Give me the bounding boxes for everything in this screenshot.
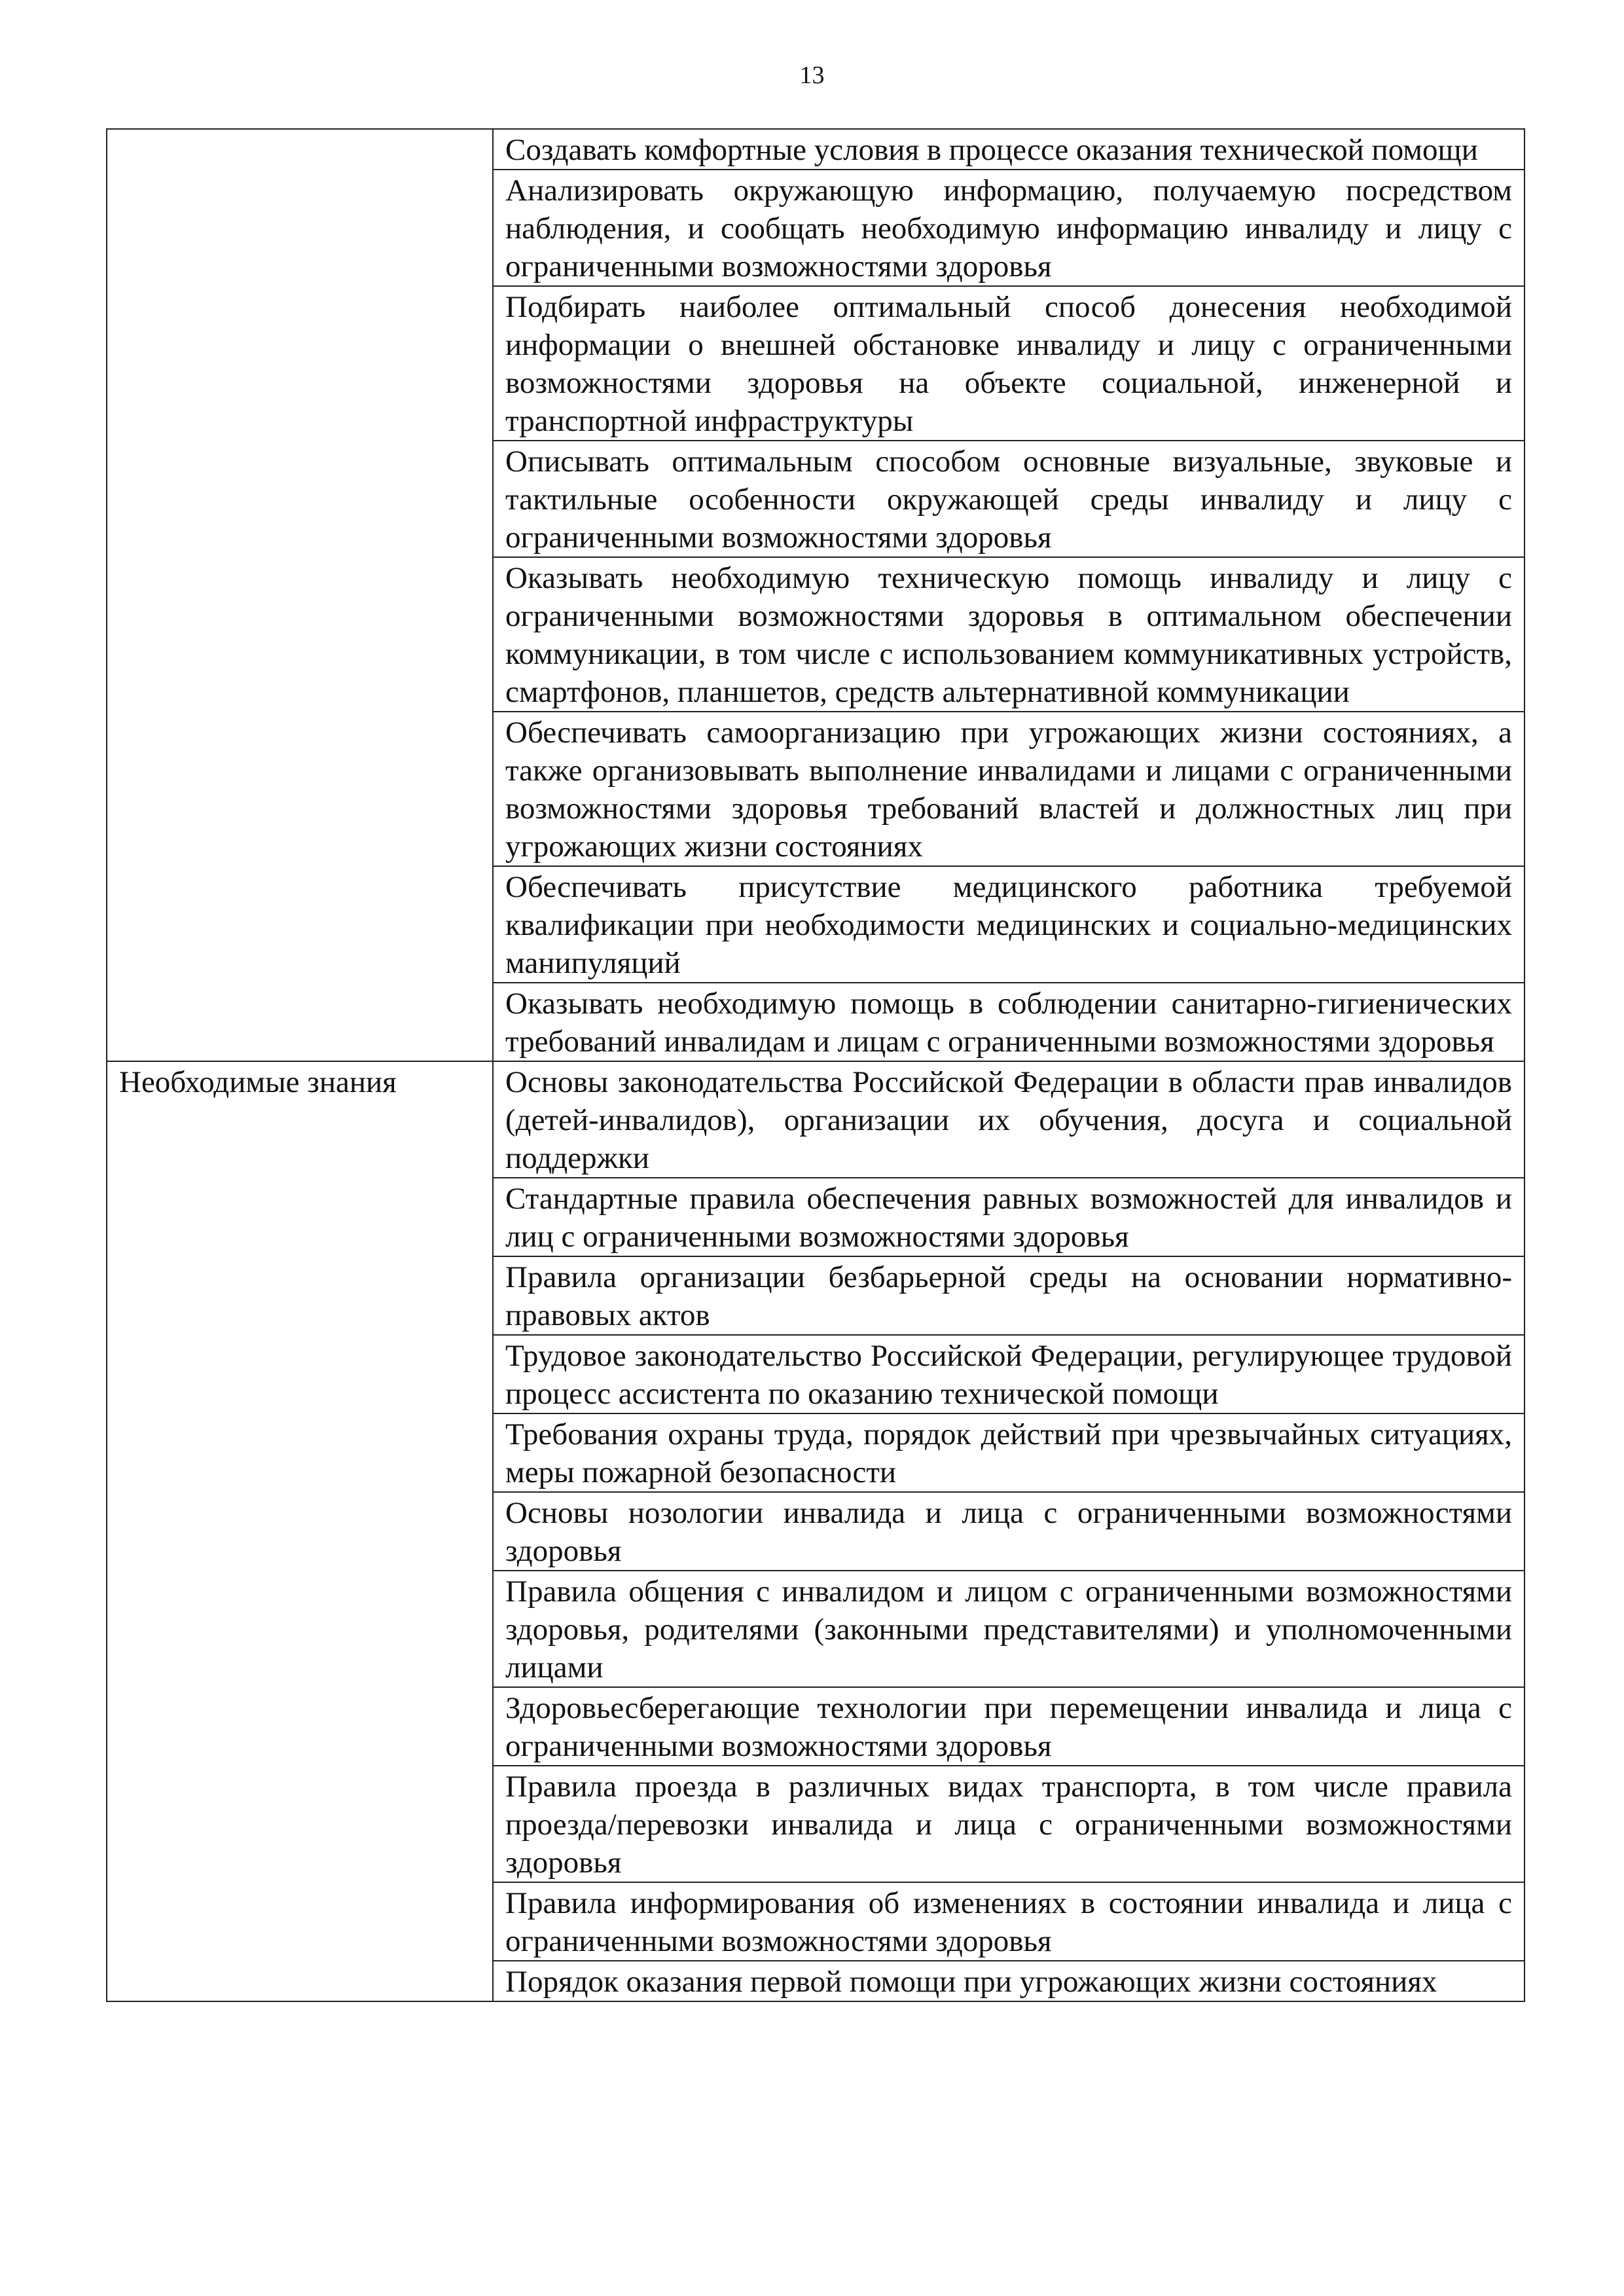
section-label-skills [107,129,493,1061]
knowledge-item: Трудовое законодательство Российской Федерации, регулирующее трудовой процесс ассистента по оказанию технической помощи [493,1335,1525,1413]
knowledge-item: Основы законодательства Российской Федерации в области прав инвалидов (детей-инвалидов), организации их обучения, досуга и социальной поддержки [493,1061,1525,1178]
knowledge-item: Порядок оказания первой помощи при угрожающих жизни состояниях [493,1961,1525,2001]
knowledge-item: Правила общения с инвалидом и лицом с ограниченными возможностями здоровья, родителями (законными представителями) и уполномоченными лицами [493,1571,1525,1687]
knowledge-item: Здоровьесберегающие технологии при перемещении инвалида и лица с ограниченными возможностями здоровья [493,1687,1525,1766]
knowledge-item: Правила организации безбарьерной среды на основании нормативно-правовых актов [493,1256,1525,1335]
skill-item: Анализировать окружающую информацию, получаемую посредством наблюдения, и сообщать необходимую информацию инвалиду и лицу с ограниченными возможностями здоровья [493,170,1525,286]
skill-item: Обеспечивать присутствие медицинского работника требуемой квалификации при необходимости медицинских и социально-медицинских манипуляций [493,866,1525,983]
page-number: 13 [799,62,825,89]
skill-item: Обеспечивать самоорганизацию при угрожающих жизни состояниях, а также организовывать выполнение инвалидами и лицами с ограниченными возможностями здоровья требований властей и должностных лиц при угрожающих жизни состояниях [493,712,1525,866]
section-label-knowledge: Необходимые знания [107,1061,493,2001]
knowledge-item: Правила информирования об изменениях в состоянии инвалида и лица с ограниченными возможностями здоровья [493,1882,1525,1961]
knowledge-item: Требования охраны труда, порядок действий при чрезвычайных ситуациях, меры пожарной безопасности [493,1413,1525,1492]
knowledge-item: Правила проезда в различных видах транспорта, в том числе правила проезда/перевозки инвалида и лица с ограниченными возможностями здоровья [493,1766,1525,1882]
skill-item: Оказывать необходимую техническую помощь инвалиду и лицу с ограниченными возможностями здоровья в оптимальном обеспечении коммуникации, в том числе с использованием коммуникативных устройств, смартфонов, планшетов, средств альтернативной коммуникации [493,557,1525,712]
knowledge-item: Основы нозологии инвалида и лица с ограниченными возможностями здоровья [493,1492,1525,1571]
skill-item: Создавать комфортные условия в процессе оказания технической помощи [493,129,1525,170]
table-row [107,129,1525,170]
skill-item: Описывать оптимальным способом основные визуальные, звуковые и тактильные особенности окружающей среды инвалиду и лицу с ограниченными возможностями здоровья [493,441,1525,557]
skill-item: Оказывать необходимую помощь в соблюдении санитарно-гигиенических требований инвалидам и лицам с ограниченными возможностями здоровья [493,983,1525,1061]
requirements-table [106,128,1525,2002]
knowledge-item: Стандартные правила обеспечения равных возможностей для инвалидов и лиц с ограниченными возможностями здоровья [493,1178,1525,1256]
table-row [107,1061,1525,1178]
skill-item: Подбирать наиболее оптимальный способ донесения необходимой информации о внешней обстановке инвалиду и лицу с ограниченными возможностями здоровья на объекте социальной, инженерной и транспортной инфраструктуры [493,286,1525,441]
